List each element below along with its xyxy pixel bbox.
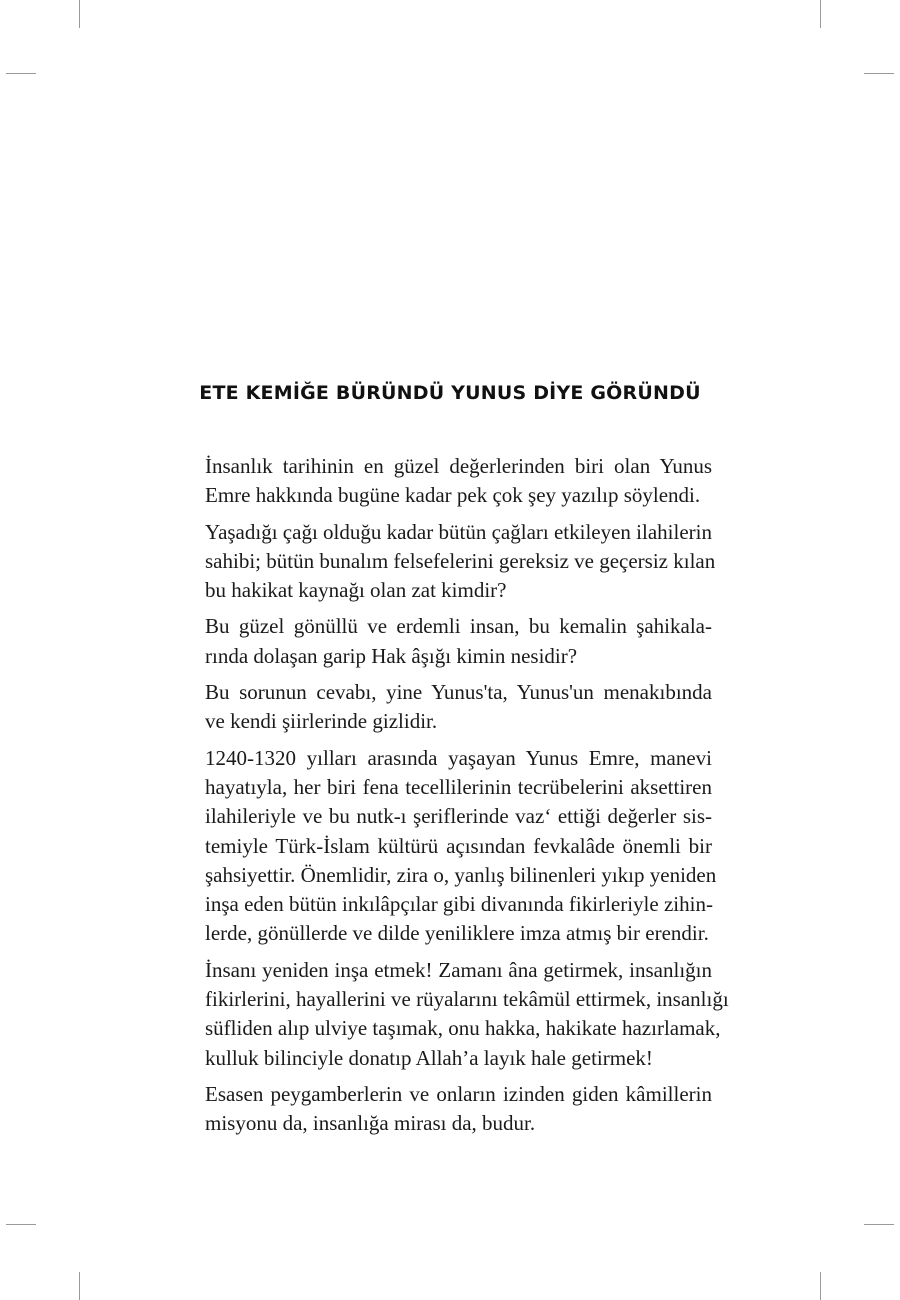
paragraph	[179, 452, 712, 511]
paragraph	[179, 678, 712, 737]
crop-mark-top-right-vertical	[820, 0, 821, 28]
text-line: hayatıyla, her biri fena tecellilerinin tecrübelerini aksettiren	[205, 774, 712, 799]
text-line: şahsiyettir. Önemlidir, zira o, yanlış bilinenleri yıkıp yeniden	[205, 862, 717, 887]
text-line: temiyle Türk-İslam kültürü açısından fevkalâde önemli bir	[205, 833, 712, 858]
text-line: İnsanı yeniden inşa etmek! Zamanı âna getirmek, insanlığın	[205, 957, 712, 982]
text-line: inşa eden bütün inkılâpçılar gibi divanında fikirleriyle zihin-	[205, 892, 713, 917]
text-line: kulluk bilinciyle donatıp Allah’a layık hale getirmek!	[205, 1045, 653, 1070]
chapter-body	[179, 452, 729, 1146]
text-line: Emre hakkında bugüne kadar pek çok şey yazılıp söylendi.	[205, 483, 701, 508]
paragraph	[179, 1080, 712, 1139]
text-line: Esasen peygamberlerin ve onların izinden giden kâmillerin	[205, 1081, 712, 1106]
paragraph	[179, 956, 729, 1073]
text-line: ilahileriyle ve bu nutk-ı şeriflerinde vaz‘ ettiği değerler sis-	[205, 804, 712, 829]
text-line: ve kendi şiirlerinde gizlidir.	[205, 709, 438, 734]
text-line: İnsanlık tarihinin en güzel değerlerinden biri olan Yunus	[205, 454, 712, 478]
text-line: fikirlerini, hayallerini ve rüyalarını tekâmül ettirmek, insanlığı	[205, 987, 729, 1012]
crop-mark-top-left-vertical	[79, 0, 80, 28]
paragraph	[179, 612, 712, 671]
text-line: Yaşadığı çağı olduğu kadar bütün çağları etkileyen ilahilerin	[205, 519, 712, 544]
text-line: rında dolaşan garip Hak âşığı kimin nesidir?	[205, 643, 578, 668]
crop-mark-bottom-left-vertical	[79, 1272, 80, 1300]
text-line: misyonu da, insanlığa mirası da, budur.	[205, 1111, 536, 1136]
paragraph	[179, 744, 717, 949]
crop-mark-bottom-right-vertical	[820, 1272, 821, 1300]
chapter-title: ETE KEMİĞE BÜRÜNDÜ YUNUS DİYE GÖRÜNDÜ	[199, 382, 701, 404]
text-line: süfliden alıp ulviye taşımak, onu hakka, hakikate hazırlamak,	[205, 1016, 721, 1041]
crop-mark-bottom-right-horizontal	[864, 1224, 894, 1225]
paragraph	[179, 518, 716, 606]
text-line: sahibi; bütün bunalım felsefelerini gereksiz ve geçersiz kılan	[205, 548, 716, 573]
text-line: Bu sorunun cevabı, yine Yunus'ta, Yunus'un menakıbında	[205, 680, 712, 705]
text-line: lerde, gönüllerde ve dilde yeniliklere imza atmış bir erendir.	[205, 921, 709, 946]
text-line: Bu güzel gönüllü ve erdemli insan, bu kemalin şahikala-	[205, 614, 712, 639]
text-line: bu hakikat kaynağı olan zat kimdir?	[205, 578, 507, 603]
crop-mark-top-right-horizontal	[864, 73, 894, 74]
crop-mark-top-left-horizontal	[6, 73, 36, 74]
crop-mark-bottom-left-horizontal	[6, 1224, 36, 1225]
text-line: 1240-1320 yılları arasında yaşayan Yunus Emre, manevi	[205, 745, 712, 770]
